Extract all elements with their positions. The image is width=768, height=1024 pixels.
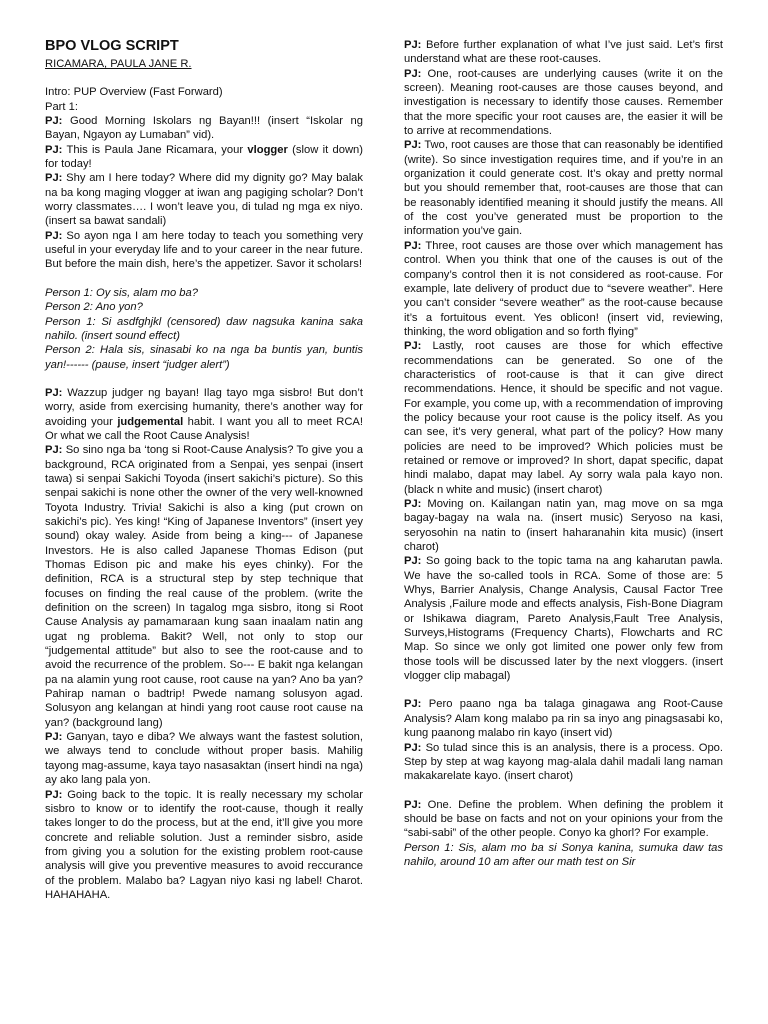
script-paragraph [45, 143, 363, 172]
script-paragraph [45, 730, 363, 787]
paragraph-text: Shy am I here today? Where did my dignity go? May balak na ba kong maging vlogger at iwan ang pagiging scholar? Don’t worry classmates…. I won’t leave you, di tulad ng mga ex niyo. (insert sa bawat sandali) [45, 172, 363, 228]
speaker-label: PJ: [45, 788, 63, 801]
paragraph-text: habit. I want you all to meet RCA! Or what we call the Root Cause Analysis! [45, 415, 364, 442]
script-paragraph [404, 339, 723, 497]
intro-line: Intro: PUP Overview (Fast Forward) [45, 86, 223, 99]
speaker-label: PJ: [45, 731, 63, 744]
paragraph-text: Moving on. Kailangan natin yan, mag move on sa mga bagay-bagay na wala na. (insert music) Seryoso na kasi, seryosohin na natin to (insert haharanahin kita music) (insert charot) [404, 498, 723, 554]
script-paragraph [45, 788, 363, 903]
paragraph-text: Three, root causes are those over which management has control. When you think that one of the causes is out of the company’s control then it is not considered as root-cause. For example, late delivery of product due to “severe weather”. Here you can’t consider “severe weather” as the root-cause because it’s a fortuitous event. Yes oblicon! (insert vid, reviewing, thinking, the word obligation and so forth flying” [404, 239, 723, 338]
paragraph-text: One, root-causes are underlying causes (write it on the screen). Meaning root-causes are those causes beyond, and investigation is necessary to identify those causes. Remember that the more specific your root causes are, the easier it will be to arrive at recommendations. [404, 67, 723, 138]
part-heading: Part 1: [45, 100, 78, 113]
script-paragraph [45, 386, 363, 443]
paragraph-text: One. Define the problem. When defining the problem it should be base on facts and not on your opinions your from the “sabi-sabi” of the other people. Conyo ka ghorl? For example. [404, 798, 723, 840]
paragraph-text: Ganyan, tayo e diba? We always want the fastest solution, we always tend to conclude without proper basis. Mahilig tayong mag-assume, kaya tayo nasasaktan (insert hindi na nga) ay ako lang pala yon. [45, 731, 363, 787]
script-paragraph [404, 239, 723, 339]
script-paragraph [404, 798, 723, 841]
script-paragraph [404, 67, 723, 139]
dialogue-line: Person 1: Sis, alam mo ba si Sonya kanina, sumuka daw tas nahilo, around 10 am after our math test on Sir [404, 841, 723, 868]
bold-term: judgemental [117, 415, 184, 428]
speaker-label: PJ: [404, 67, 422, 80]
speaker-label: PJ: [404, 498, 422, 510]
dialogue-line: Person 2: Hala sis, sinasabi ko na nga ba buntis yan, buntis yan!------ (pause, insert “judger alert”) [45, 344, 363, 371]
document-title: BPO VLOG SCRIPT [45, 38, 179, 54]
paragraph-text: So sino nga ba ‘tong si Root-Cause Analysis? To give you a background, RCA originated from a Senpai, yes senpai (insert tawa) si senpai Sakichi Toyoda (insert sakichi’s picture). So this senpai sakichi is none other the owner of the very well-knowned Toyota Industry. Trivia! Sakichi is also a king (put crown on sakichi’s pic). Yes king! “King of Japanese Inventors” (insert yey sound) okay waley. Aside from being a king--- of Japanese Investors. He is also called Japanese Thomas Edison (put Thomas Edison pic and make his eyes chinky). For the definition, RCA is a structural step by step technique that focuses on finding the real cause of the problem. (write the definition on the screen) In tagalog mga sisbro, itong si Root Cause Analysis ay pamamaraan kung saan inaalam natin ang ugat ng problema. Bakit? Well, not only to stop our “judgemental attitude” but also to see the root-cause and to avoid the recurrence of the problem. So--- E bakit nga kelangan pa na alamin yung root cause, root cause na yan? Ano ba yan? Pahirap naman o badtrip! Pwede namang solusyon agad. Solusyon ang kelangan at hindi yang root cause root cause na yan? (background lang) [45, 444, 363, 729]
script-paragraph [404, 38, 723, 67]
paragraph-text: Before further explanation of what I’ve just said. Let’s first understand what are these root-causes. [404, 39, 723, 66]
script-paragraph [404, 697, 723, 740]
right-column [404, 38, 723, 869]
script-paragraph [404, 741, 723, 784]
script-paragraph [404, 138, 723, 238]
script-paragraph [45, 229, 363, 272]
script-paragraph [45, 171, 363, 228]
paragraph-text: Pero paano nga ba talaga ginagawa ang Root-Cause Analysis? Alam kong malabo pa rin sa inyo ang pinagsasabi ko, kung paanong malabo rin kayo (insert vid) [404, 698, 723, 740]
speaker-label: PJ: [404, 139, 422, 152]
speaker-label: PJ: [45, 229, 63, 242]
speaker-label: PJ: [45, 172, 63, 185]
paragraph-text: So going back to the topic tama na ang kaharutan pawla. We have the so-called tools in RCA. Some of those are: 5 Whys, Barrier Analysis, Change Analysis, Causal Factor Tree Analysis ,Failure mode and effects analysis, Fish-Bone Diagram or Ishikawa diagram, Pareto Analysis,Fault Tree Analysis, Surveys,Histograms (Frequency Charts), Flowcharts and RC Map. So since we only got limited one power only few from those tools will be discussed later by the next vloggers. (insert vlogger clip mabagal) [404, 555, 723, 683]
speaker-label: PJ: [404, 239, 422, 252]
dialogue-line: Person 2: Ano yon? [45, 301, 143, 314]
speaker-label: PJ: [404, 340, 422, 353]
dialogue-line: Person 1: Oy sis, alam mo ba? [45, 286, 198, 299]
speaker-label: PJ: [45, 444, 63, 457]
speaker-label: PJ: [404, 698, 422, 711]
paragraph-text: Lastly, root causes are those for which effective recommendations can be generated. So one of the characteristics of root-cause is that it can give direct recommendations. Hence, it should be specific and not vague. For example, you come up, with a recommendation of improving the policy because your root cause is the policy itself. As you can see, it’s very general, what part of the policy? How many policies are need to be improved? Which policies must be retained or remove or improved? In short, dapat specific, dapat hindi malabo, dapat may label. Ay sorry wala pala kayo non. (black n white and music) (insert charot) [404, 340, 723, 496]
paragraph-text: Two, root causes are those that can reasonably be identified (write). So since investigation requires time, and if you’re in an organization it could generate cost. It’s okay and pretty normal but you should remember that, root-causes are those that can be reasonably identified meaning it should justify the means. All of the cost you’ve generated must be proportion to the information you’ve gain. [404, 139, 723, 238]
paragraph-text: Going back to the topic. It is really necessary my scholar sisbro to know or to identify the root-cause, though it really takes longer to do the process, but at the end, it’ll give you more concrete and reliable solution. Just a reminder sisbro, aside from giving you a solution for the existing problem root-cause analysis will give you preventive measures to avoid reccurance of the problem. Malabo ba? Lagyan niyo kasi ng label! Charot. HAHAHAHA. [45, 788, 363, 901]
script-paragraph [404, 497, 723, 554]
bold-term: vlogger [247, 143, 288, 156]
paragraph-text: So ayon nga I am here today to teach you something very useful in your everyday life and to your career in the near future. But before the main dish, here’s the appetizer. Savor it scholars! [45, 229, 363, 271]
script-paragraph [45, 443, 363, 730]
paragraph-text: Wazzup judger ng bayan! Ilag tayo mga sisbro! But don’t worry, aside from exercising humanity, there’s another way for avoiding your [45, 386, 363, 428]
paragraph-text: Good Morning Iskolars ng Bayan!!! (insert “Iskolar ng Bayan, Ngayon ay Lumaban” vid). [45, 115, 363, 142]
script-paragraph [45, 114, 363, 143]
author-name: RICAMARA, PAULA JANE R. [45, 58, 192, 70]
paragraph-text: This is Paula Jane Ricamara, your [62, 143, 248, 156]
paragraph-text: (slow it down) for today! [45, 143, 364, 171]
paragraph-text: So tulad since this is an analysis, there is a process. Opo. Step by step at wag kayong mag-alala dahil madali lang naman makakarelate kayo. (insert charot) [404, 741, 723, 783]
speaker-label: PJ: [45, 386, 63, 399]
speaker-label: PJ: [404, 741, 422, 754]
speaker-label: PJ: [404, 798, 422, 811]
speaker-label: PJ: [45, 143, 63, 156]
speaker-label: PJ: [404, 39, 422, 51]
dialogue-line: Person 1: Si asdfghjkl (censored) daw nagsuka kanina saka nahilo. (insert sound effect) [45, 315, 363, 342]
speaker-label: PJ: [45, 115, 63, 128]
speaker-label: PJ: [404, 555, 422, 568]
script-paragraph [404, 554, 723, 683]
left-column [45, 38, 363, 902]
